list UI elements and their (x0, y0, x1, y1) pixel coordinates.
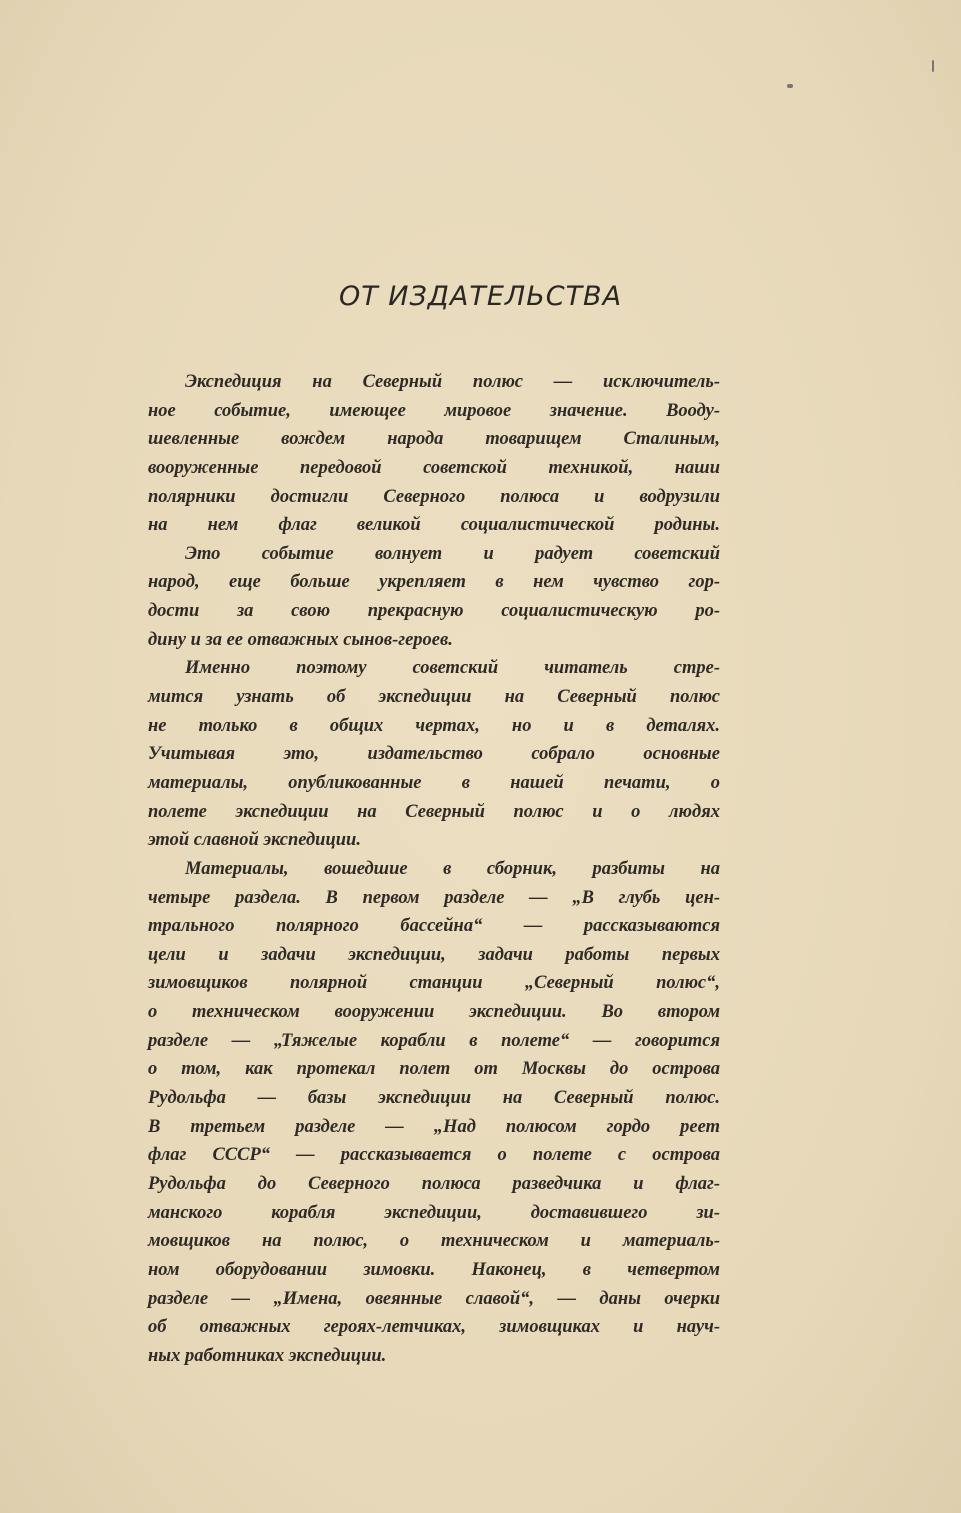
text-line: Материалы, вошедшие в сборник, разбиты на (185, 858, 720, 879)
preface-text (148, 368, 720, 1370)
page-title: ОТ ИЗДАТЕЛЬСТВА (338, 281, 623, 312)
text-line: не только в общих чертах, но и в деталях. (148, 715, 720, 736)
text-line: дости за свою прекрасную социалистическую ро- (148, 601, 720, 622)
text-line: манского корабля экспедиции, доставившего зи- (148, 1202, 720, 1223)
text-line: мится узнать об экспедиции на Северный полюс (148, 687, 720, 708)
text-line: четыре раздела. В первом разделе — „В глубь цен- (148, 887, 720, 908)
scan-speck (787, 84, 793, 88)
text-line: вооруженные передовой советской техникой, наши (148, 457, 720, 478)
text-line: ных работниках экспедиции. (148, 1345, 387, 1366)
text-line: Рудольфа — базы экспедиции на Северный полюс. (148, 1088, 720, 1109)
text-line: материалы, опубликованные в нашей печати, о (148, 772, 720, 793)
text-line: флаг СССР“ — рассказывается о полете с острова (148, 1145, 720, 1166)
text-line: полете экспедиции на Северный полюс и о людях (148, 801, 720, 822)
text-line: о техническом вооружении экспедиции. Во втором (148, 1002, 720, 1023)
text-line: Именно поэтому советский читатель стре- (185, 658, 720, 679)
text-line: Это событие волнует и радует советский (185, 543, 720, 564)
text-line: народ, еще больше укрепляет в нем чувство гор- (148, 572, 720, 593)
text-line: разделе — „Тяжелые корабли в полете“ — говорится (148, 1030, 720, 1051)
text-line: этой славной экспедиции. (148, 830, 361, 851)
text-line: Рудольфа до Северного полюса разведчика и флаг- (148, 1173, 720, 1194)
text-line: о том, как протекал полет от Москвы до острова (148, 1059, 720, 1080)
scan-speck (932, 60, 934, 72)
text-line: Учитывая это, издательство собрало основные (148, 744, 720, 765)
text-line: Экспедиция на Северный полюс — исключитель- (185, 372, 720, 392)
text-line: разделе — „Имена, овеянные славой“, — даны очерки (148, 1288, 720, 1309)
text-line: трального полярного бассейна“ — рассказываются (148, 916, 720, 937)
text-line: шевленные вождем народа товарищем Сталиным, (148, 429, 720, 450)
text-line: ном оборудовании зимовки. Наконец, в четвертом (148, 1259, 720, 1280)
text-line: цели и задачи экспедиции, задачи работы первых (148, 944, 720, 965)
text-line: ное событие, имеющее мировое значение. Вооду- (148, 400, 720, 421)
text-line: дину и за ее отважных сынов-героев. (148, 629, 453, 650)
text-line: на нем флаг великой социалистической родины. (148, 515, 720, 536)
text-line: полярники достигли Северного полюса и водрузили (148, 486, 720, 507)
text-line: зимовщиков полярной станции „Северный полюс“, (148, 973, 720, 994)
text-line: В третьем разделе — „Над полюсом гордо реет (148, 1116, 720, 1137)
text-line: мовщиков на полюс, о техническом и материаль- (148, 1231, 720, 1252)
text-line: об отважных героях-летчиках, зимовщиках и науч- (148, 1317, 720, 1338)
